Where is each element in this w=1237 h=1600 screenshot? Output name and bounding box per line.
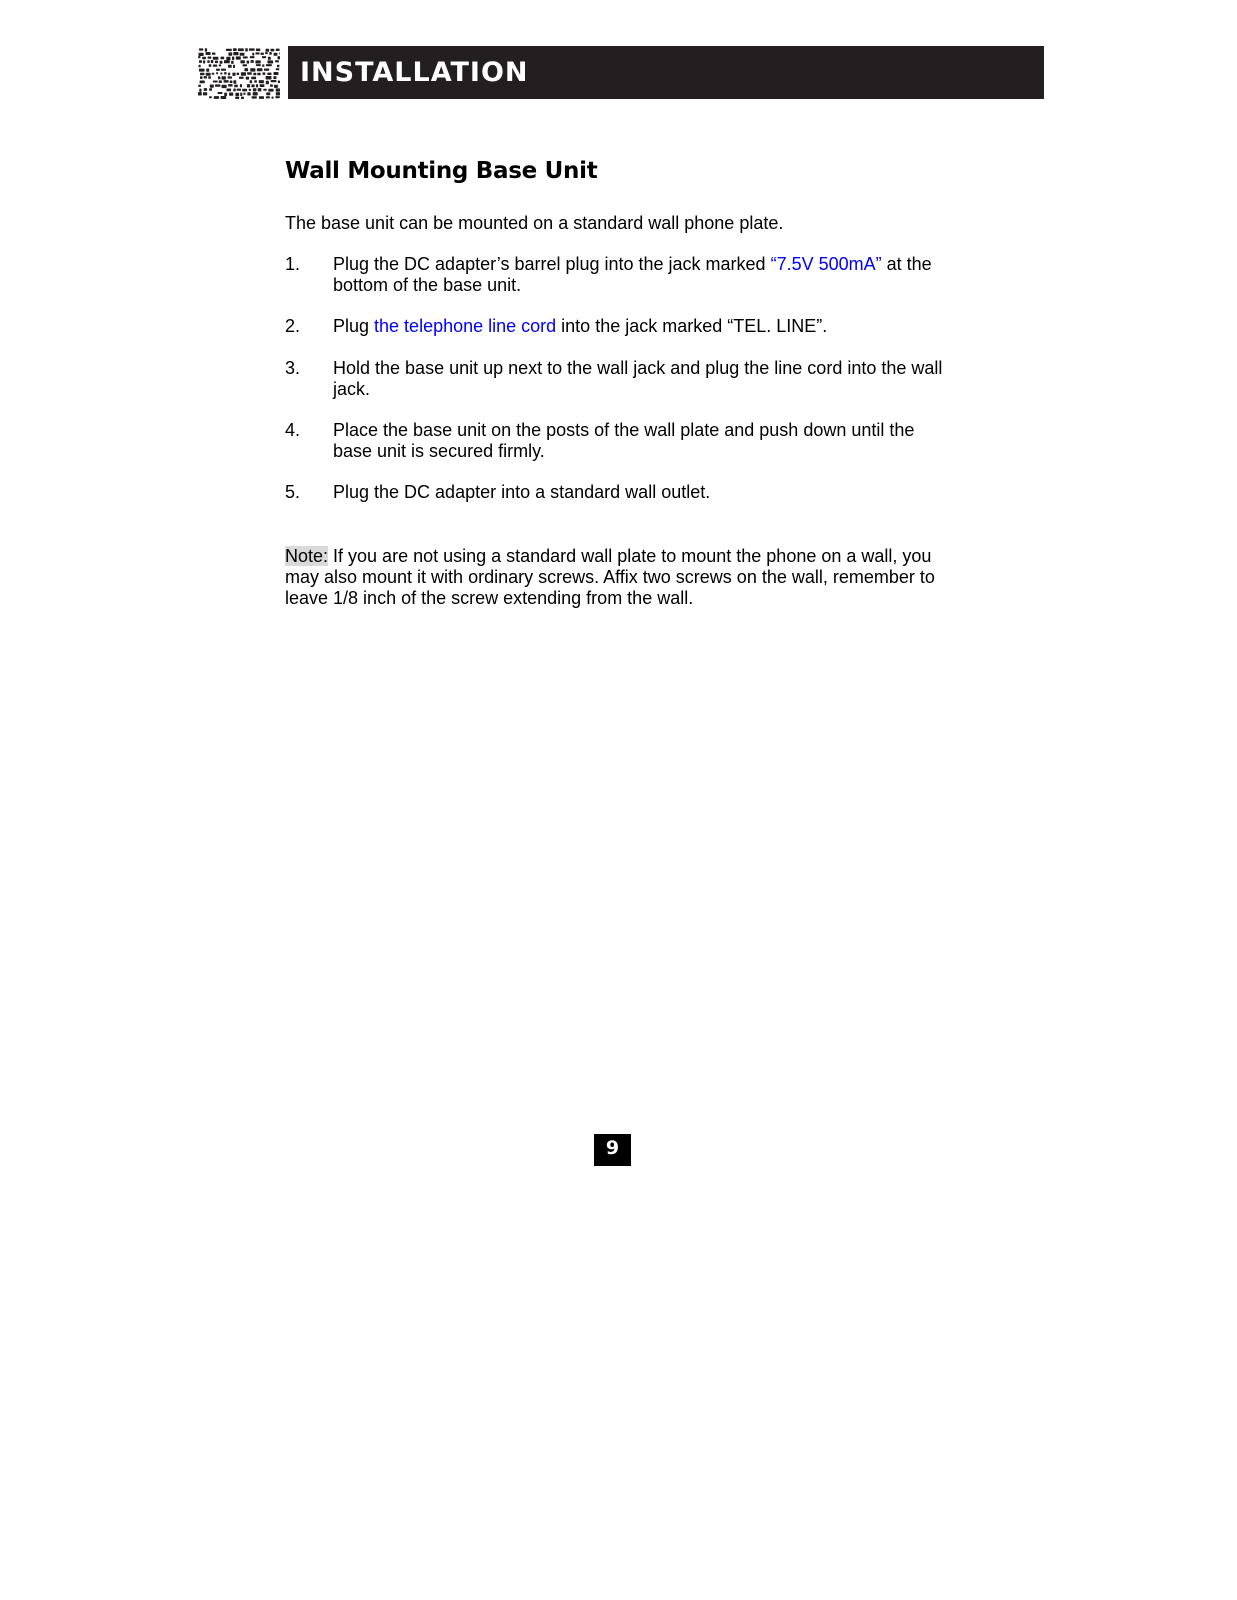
note-label: Note: [285,546,329,566]
section-title: Wall Mounting Base Unit [285,158,598,184]
step-text: Place the base unit on the posts of the wall plate and push down until the base unit is secured firmly. [333,420,915,461]
header-bar [288,46,1044,99]
step-1 [285,254,955,296]
step-number: 4. [285,420,301,440]
step-number: 2. [285,316,301,336]
step-3 [285,358,955,400]
page-title: INSTALLATION [300,57,529,88]
step-2 [285,316,955,337]
highlighted-text: the telephone line cord [374,316,557,336]
step-text: Hold the base unit up next to the wall jack and plug the line cord into the wall jack. [333,358,943,399]
page-number: 9 [594,1134,631,1166]
step-text: Plug the DC adapter into a standard wall outlet. [333,482,711,502]
step-number: 3. [285,358,301,378]
mosaic-pattern-icon [198,47,281,99]
step-text: Plug the telephone line cord into the jack marked “TEL. LINE”. [333,316,828,336]
step-4 [285,420,955,462]
highlighted-text: “7.5V 500mA” [770,254,882,274]
step-text: Plug the DC adapter’s barrel plug into the jack marked “7.5V 500mA” at the bottom of the base unit. [333,254,932,295]
step-number: 5. [285,482,301,502]
step-number: 1. [285,254,301,274]
note-text: If you are not using a standard wall plate to mount the phone on a wall, you may also mount it with ordinary screws. Affix two screws on the wall, remember to leave 1/8 inch of the screw extending from the wall. [285,546,935,608]
note-paragraph [285,546,955,609]
step-5 [285,482,955,503]
intro-paragraph: The base unit can be mounted on a standard wall phone plate. [285,213,784,233]
